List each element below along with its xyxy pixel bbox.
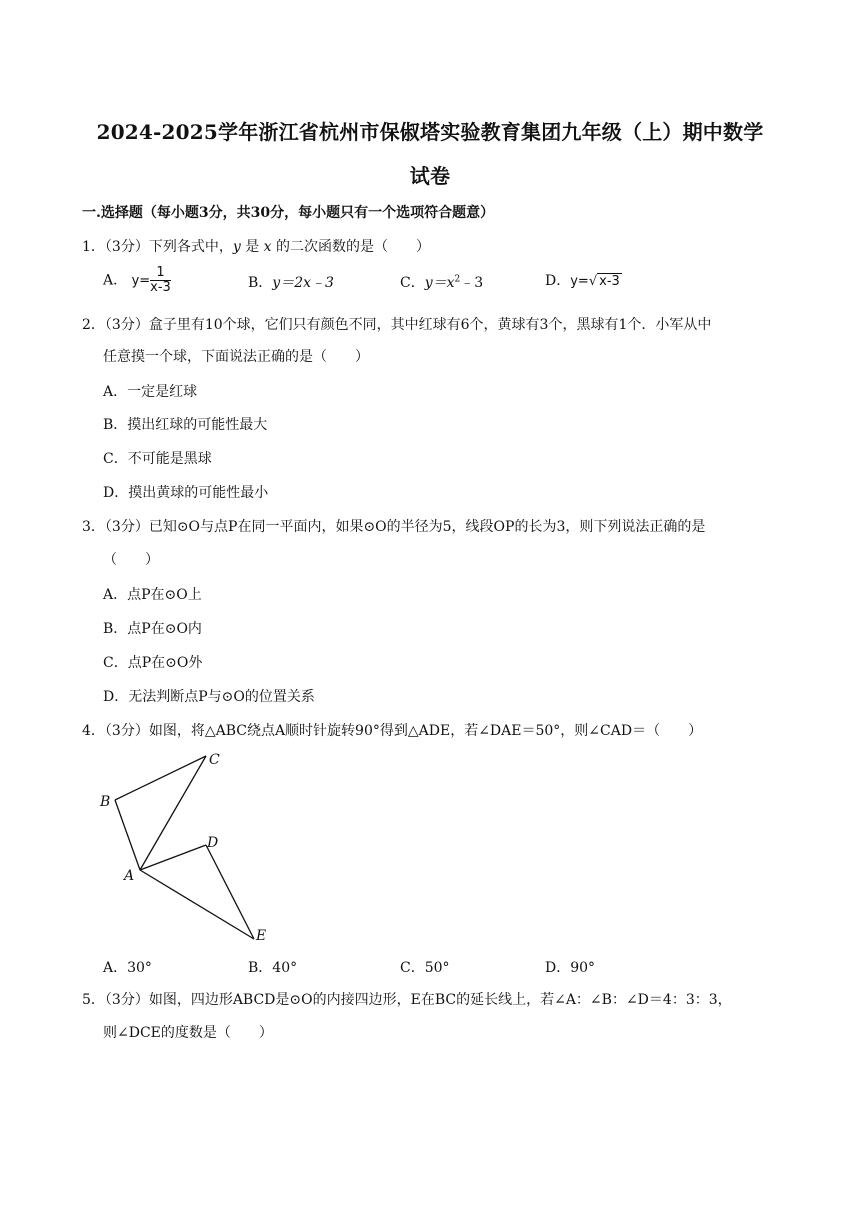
question-4-option-d: D．90° [545, 960, 596, 976]
question-4-stem: 4．（3分）如图，将△ABC绕点A顺时针旋转90°得到△ADE，若∠DAE＝50°，则∠CAD＝（ ） [82, 723, 703, 739]
question-1-option-b: B．y＝2x﹣3 [248, 275, 334, 291]
radicand: x-3 [599, 274, 620, 289]
section-heading: 一.选择题（每小题3分，共30分，每小题只有一个选项符合题意） [82, 205, 495, 221]
question-2-stem-line-1: 2．（3分）盒子里有10个球，它们只有颜色不同，其中红球有6个，黄球有3个，黑球有1个．小军从中 [82, 317, 712, 333]
question-1-option-a: A． y= $\frac{1}{x-3}$ [103, 265, 171, 295]
label-c: C [209, 752, 220, 768]
segment-bc [115, 756, 206, 800]
question-2-option-a: A．一定是红球 [103, 384, 198, 400]
segment-ad [140, 845, 206, 870]
question-5-stem-line-1: 5．（3分）如图，四边形ABCD是⊙O的内接四边形，E在BC的延长线上，若∠A：∠B：∠D＝4：3：3， [82, 992, 732, 1008]
question-1-option-d: D．y=√ x-3 [545, 273, 620, 289]
question-3-option-c: C．点P在⊙O外 [103, 655, 203, 671]
question-2-option-b: B．摸出红球的可能性最大 [103, 417, 268, 433]
question-1-stem: 1．（3分）下列各式中，y 是 x 的二次函数的是（ ） [82, 239, 431, 255]
question-2-option-c: C．不可能是黑球 [103, 451, 212, 467]
question-3-option-a: A．点P在⊙O上 [103, 587, 202, 603]
question-3-option-b: B．点P在⊙O内 [103, 621, 202, 637]
label-b: B [100, 794, 111, 810]
question-4-figure [96, 746, 286, 951]
question-2-option-d: D．摸出黄球的可能性最小 [103, 485, 269, 501]
question-3-stem-line-1: 3．（3分）已知⊙O与点P在同一平面内，如果⊙O的半径为5，线段OP的长为3，则下列说法正确的是 [82, 519, 706, 535]
segment-ab [115, 800, 140, 870]
question-3-option-d: D．无法判断点P与⊙O的位置关系 [103, 689, 315, 705]
label-a: A [124, 868, 135, 884]
label-e: E [256, 928, 267, 944]
question-1-option-c: C．$y=x^2﹣3$ [400, 274, 484, 291]
question-2-stem-line-2: 任意摸一个球，下面说法正确的是（ ） [103, 349, 369, 365]
document-title-line-2: 试卷 [409, 164, 451, 188]
label-d: D [207, 835, 219, 851]
question-4-option-a: A．30° [103, 960, 152, 976]
fraction: $\frac{1}{x-3}$ [150, 265, 171, 295]
segment-ca [140, 756, 206, 870]
question-5-stem-line-2: 则∠DCE的度数是（ ） [103, 1025, 273, 1041]
document-title-line-1: 2024-2025学年浙江省杭州市保俶塔实验教育集团九年级（上）期中数学 [96, 120, 764, 144]
question-4-option-b: B．40° [248, 960, 298, 976]
question-4-option-c: C．50° [400, 960, 450, 976]
question-3-stem-line-2: （ ） [103, 552, 159, 568]
